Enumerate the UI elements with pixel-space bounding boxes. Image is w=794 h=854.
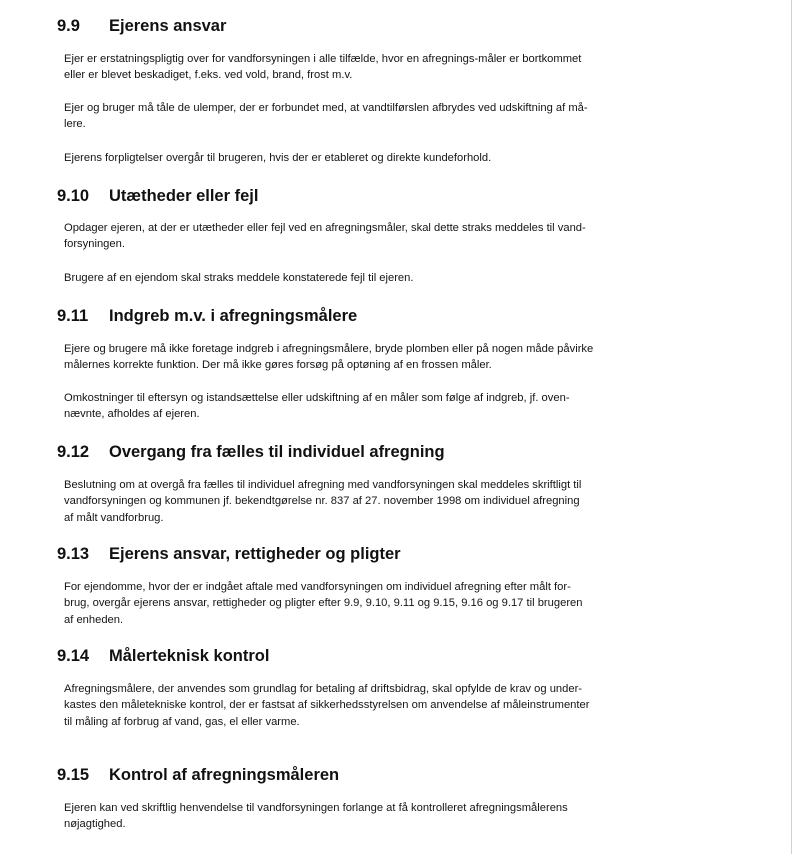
section-number: 9.14	[57, 647, 90, 665]
section-paragraph	[64, 150, 654, 166]
section-title: Kontrol af afregningsmåleren	[109, 766, 340, 784]
section-number: 9.9	[57, 17, 80, 35]
section-title: Ejerens ansvar, rettigheder og pligter	[109, 545, 401, 563]
paragraph-line: Ejerens forpligtelser overgår til brugeren, hvis der er etableret og direkte kundeforhold.	[64, 152, 492, 164]
section-paragraph	[64, 100, 654, 133]
paragraph-line: Ejeren kan ved skriftlig henvendelse til vandforsyningen forlange at få kontrolleret afregningsmålerens	[64, 802, 568, 814]
paragraph-line: brug, overgår ejerens ansvar, rettigheder og pligter efter 9.9, 9.10, 9.11 og 9.15, 9.16 og 9.17 til brugeren	[64, 597, 583, 610]
paragraph-line: eller er blevet beskadiget, f.eks. ved vold, brand, frost m.v.	[64, 69, 353, 82]
section-number: 9.10	[57, 187, 90, 205]
section-title: Indgreb m.v. i afregningsmålere	[109, 307, 358, 325]
paragraph-line: til måling af forbrug af vand, gas, el eller varme.	[64, 715, 300, 728]
section-title: Utætheder eller fejl	[109, 187, 259, 205]
section-heading-9-11	[57, 305, 357, 327]
paragraph-line: målernes korrekte funktion. Der må ikke gøres forsøg på optøning af en frossen måler.	[64, 359, 492, 372]
section-paragraph	[64, 477, 654, 526]
section-heading-9-12	[57, 441, 445, 463]
section-number: 9.12	[57, 443, 90, 461]
section-title: Målerteknisk kontrol	[109, 647, 270, 665]
paragraph-line: lere.	[64, 118, 86, 131]
section-number: 9.13	[57, 545, 90, 563]
paragraph-line: forsyningen.	[64, 238, 125, 251]
paragraph-line: Beslutning om at overgå fra fælles til individuel afregning med vandforsyningen skal meddeles skriftligt til	[64, 479, 582, 491]
section-heading-9-15	[57, 764, 339, 786]
section-paragraph	[64, 579, 654, 628]
section-number: 9.11	[57, 307, 89, 325]
paragraph-line: nøjagtighed.	[64, 818, 126, 831]
paragraph-line: af enheden.	[64, 613, 124, 626]
paragraph-line: Opdager ejeren, at der er utætheder eller fejl ved en afregningsmåler, skal dette straks meddeles til vand-	[64, 222, 586, 234]
paragraph-line: af målt vandforbrug.	[64, 511, 164, 524]
section-title: Overgang fra fælles til individuel afregning	[109, 443, 445, 461]
paragraph-line: Ejer er erstatningspligtig over for vandforsyningen i alle tilfælde, hvor en afregnings-måler er bortkommet	[64, 53, 582, 65]
section-number: 9.15	[57, 766, 90, 784]
section-paragraph	[64, 51, 654, 84]
paragraph-line: Afregningsmålere, der anvendes som grundlag for betaling af driftsbidrag, skal opfylde de krav og under-	[64, 683, 583, 695]
section-paragraph	[64, 681, 654, 730]
paragraph-line: nævnte, afholdes af ejeren.	[64, 408, 200, 421]
section-paragraph	[64, 800, 654, 833]
paragraph-line: kastes den måletekniske kontrol, der er fastsat af sikkerhedsstyrelsen om anvendelse af måleinstrumenter	[64, 699, 590, 712]
paragraph-line: Brugere af en ejendom skal straks meddele konstaterede fejl til ejeren.	[64, 272, 414, 284]
section-title: Ejerens ansvar	[109, 17, 227, 35]
section-paragraph	[64, 270, 654, 286]
paragraph-line: vandforsyningen og kommunen jf. bekendtgørelse nr. 837 af 27. november 1998 om individuel afregning	[64, 495, 580, 508]
paragraph-line: Omkostninger til eftersyn og istandsættelse eller udskiftning af en måler som følge af indgreb, jf. oven-	[64, 392, 570, 404]
paragraph-line: For ejendomme, hvor der er indgået aftale med vandforsyningen om individuel afregning efter målt for-	[64, 581, 571, 593]
section-heading-9-13	[57, 543, 401, 565]
paragraph-line: Ejere og brugere må ikke foretage indgreb i afregningsmålere, bryde plomben eller på nogen måde påvirke	[64, 343, 594, 355]
section-heading-9-9	[57, 15, 226, 37]
section-paragraph	[64, 341, 654, 374]
section-paragraph	[64, 390, 654, 423]
page-right-border	[791, 0, 792, 854]
section-paragraph	[64, 220, 654, 253]
section-heading-9-14	[57, 645, 269, 667]
paragraph-line: Ejer og bruger må tåle de ulemper, der er forbundet med, at vandtilførslen afbrydes ved udskiftning af må-	[64, 102, 588, 114]
section-heading-9-10	[57, 185, 258, 207]
